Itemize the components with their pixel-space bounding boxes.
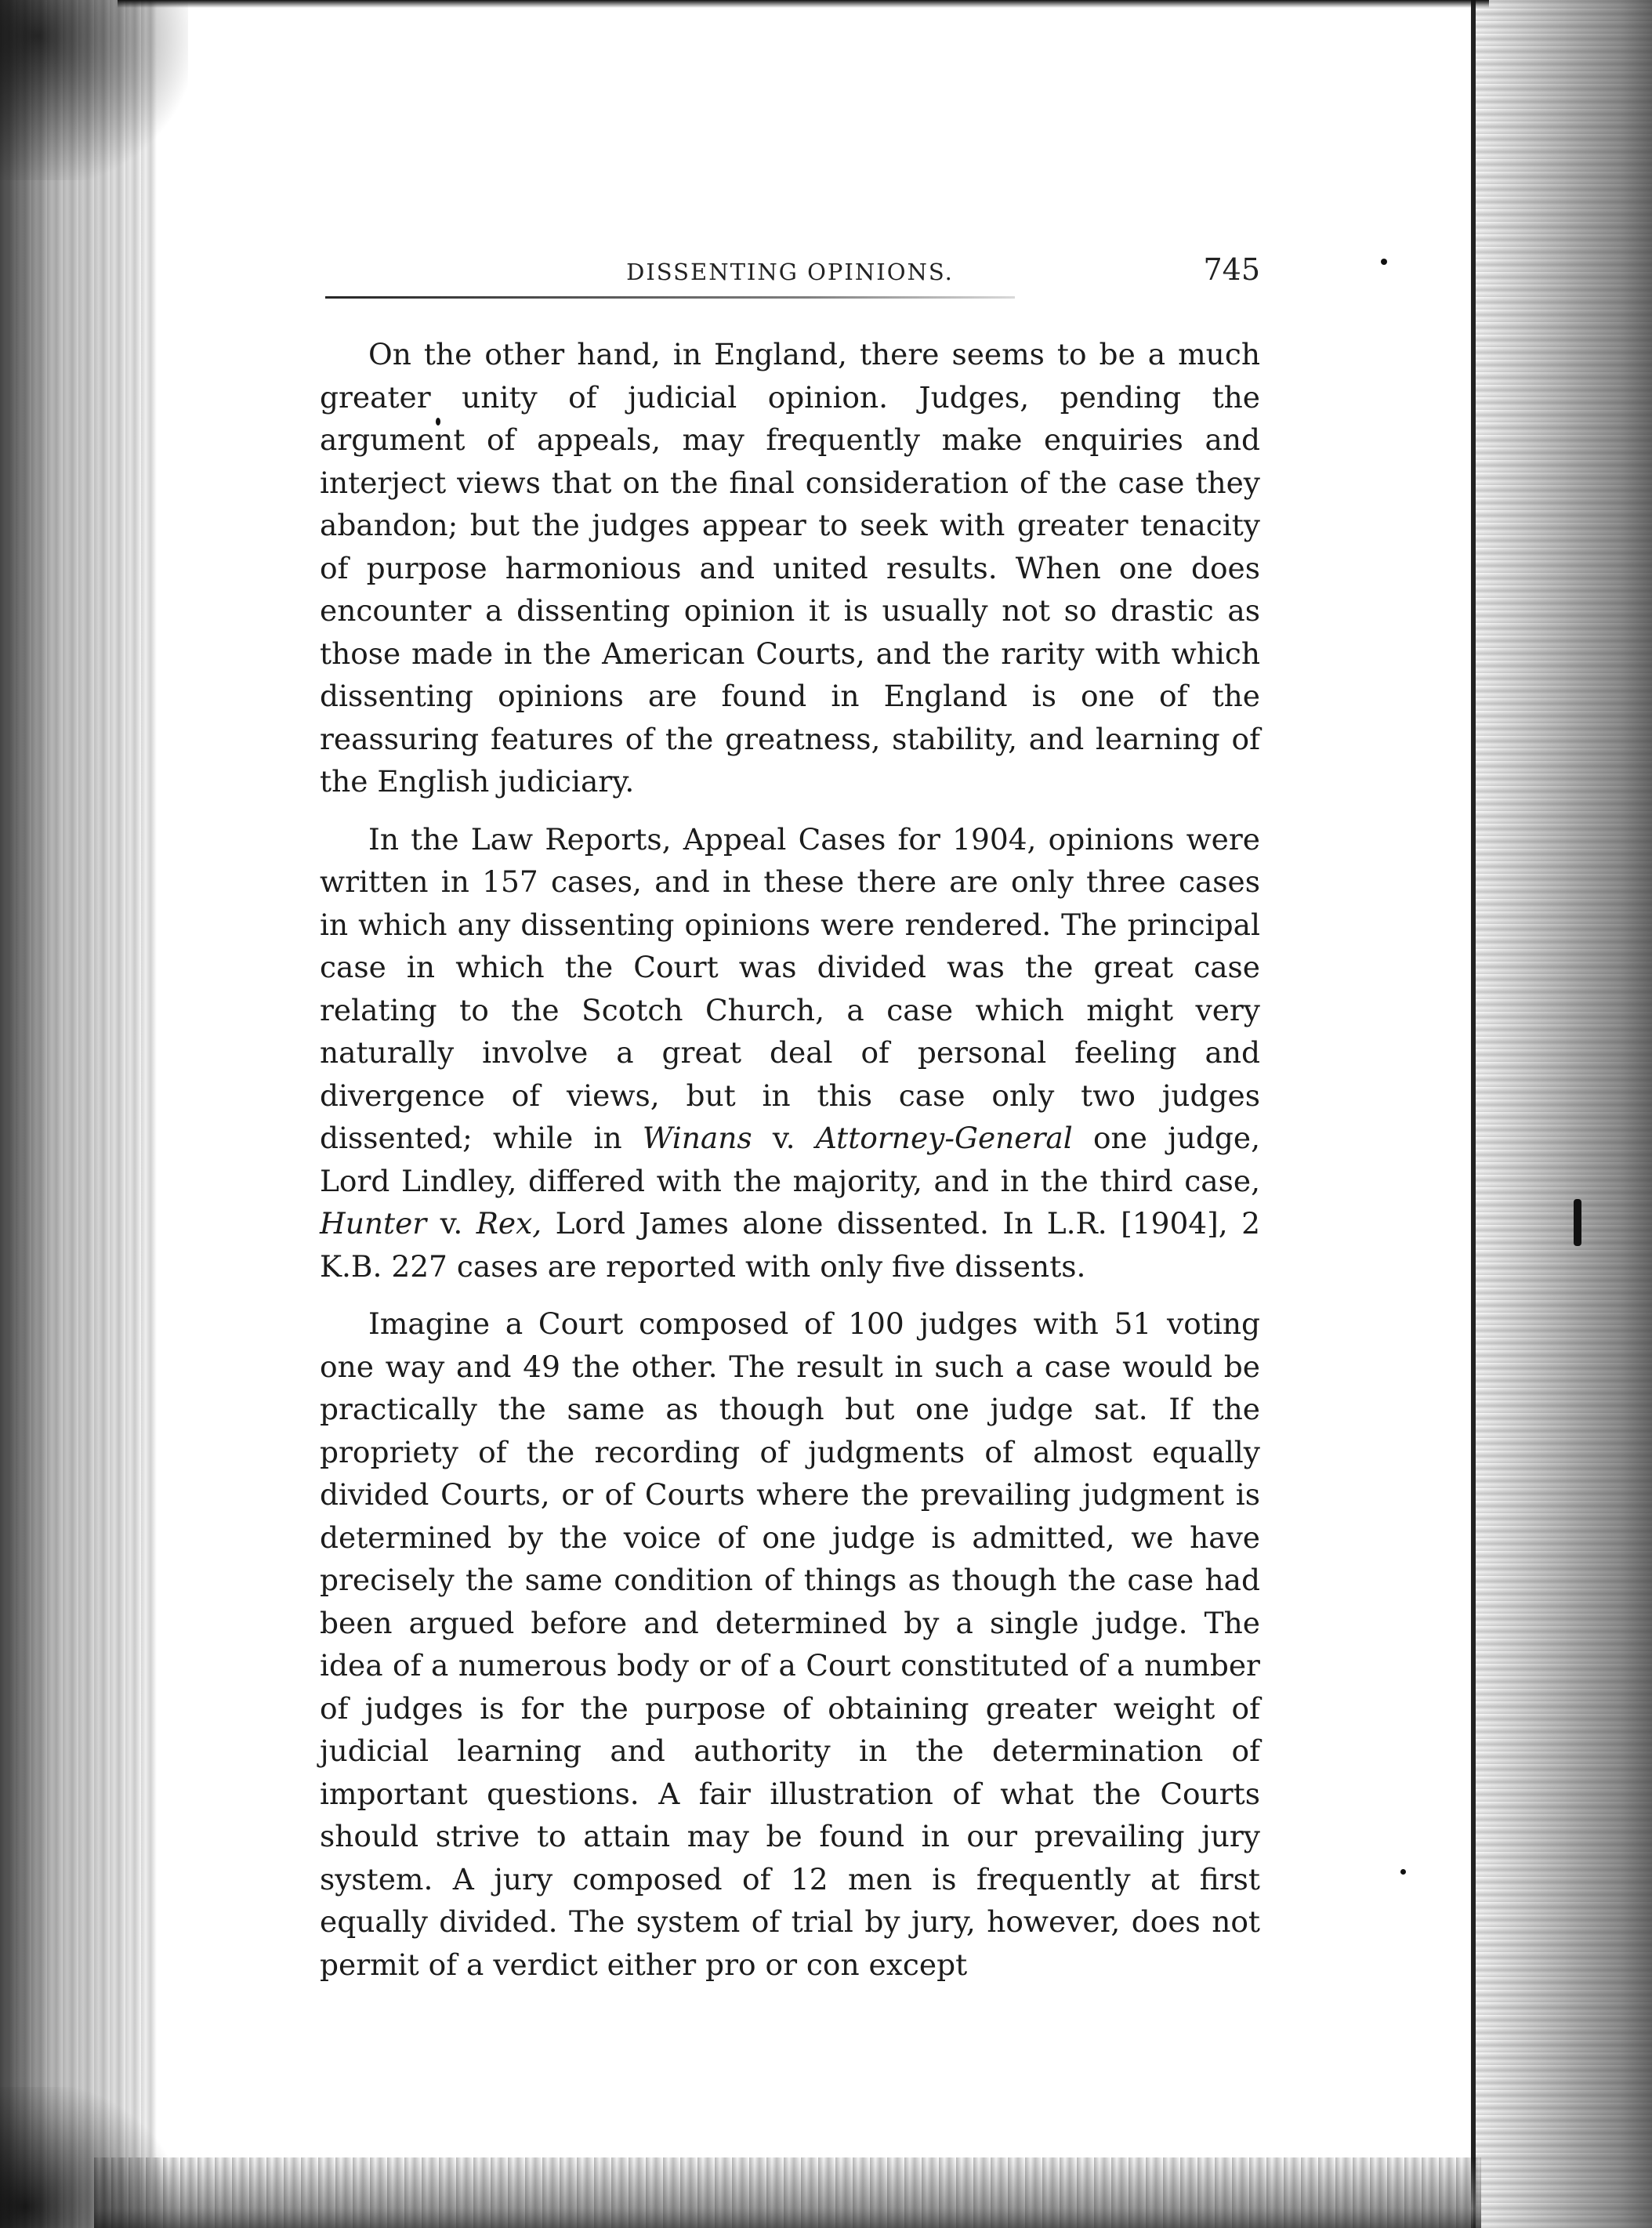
scan-left-edge — [0, 0, 157, 2228]
scan-corner-shadow — [0, 0, 188, 180]
paragraph-text: On the other hand, in England, there seems to be a much greater unity of judicial opinion. Judges, pending the argument of appeals, may frequently make enquiries and interject views that on the final consideration of the case they abandon; but the judges appear to seek with greater tenacity of purpose harmonious and united results. When one does encounter a dissenting opinion it is usually not so drastic as those made in the American Courts, and the rarity with which dissenting opinions are found in England is one of the reassuring features of the greatness, stability, and learning of the English judiciary. — [320, 337, 1260, 799]
paragraph-text: In the Law Reports, Appeal Cases for 1904, opinions were written in 157 cases, and in these there are only three cases in which any dissenting opinions were rendered. The principal case in which the Court was divided was the great case relating to the Scotch Church, a case which might very naturally involve a great deal of personal feeling and divergence of views, but in this case only two judges dissented; while in — [320, 821, 1260, 1155]
paragraph-text: Imagine a Court composed of 100 judges with 51 voting one way and 49 the other. The result in such a case would be practically the same as though but one judge sat. If the propriety of the recording of judgments of almost equally divided Courts, or of Courts where the prevailing judgment is determined by the voice of one judge is admitted, we have precisely the same condition of things as though the case had been argued before and determined by a single judge. The idea of a numerous body or of a Court constituted of a number of judges is for the purpose of obtaining greater weight of judicial learning and authority in the determination of important questions. A fair illustration of what the Courts should strive to attain may be found in our prevailing jury system. A jury composed of 12 men is frequently at first equally divided. The system of trial by jury, however, does not permit of a verdict either pro or con except — [320, 1306, 1260, 1982]
scan-page-border — [1471, 0, 1476, 2228]
paragraph-text: one judge, Lord Lindley, differed with the majority, and in the third case, — [320, 1121, 1260, 1198]
running-head: DISSENTING OPINIONS. — [626, 259, 954, 285]
paragraph-text: v. — [426, 1206, 476, 1241]
page-number: 745 — [1203, 252, 1260, 287]
paragraph-text: v. — [752, 1121, 816, 1155]
scan-top-edge — [118, 0, 1489, 8]
scan-speck — [1400, 1869, 1406, 1875]
paragraph — [320, 818, 1260, 1288]
scan-speck — [1574, 1199, 1581, 1246]
header-rule — [325, 296, 1015, 299]
paragraph — [320, 333, 1260, 803]
case-name-italic: Rex, — [476, 1206, 542, 1241]
paragraph — [320, 1302, 1260, 1986]
scan-corner-shadow — [0, 2087, 172, 2228]
body-text — [320, 333, 1260, 1986]
case-name-italic: Attorney-General — [815, 1121, 1073, 1155]
scan-bottom-edge — [94, 2157, 1481, 2228]
scan-speck — [1381, 259, 1387, 265]
case-name-italic: Winans — [642, 1121, 752, 1155]
paragraph-text: Lord James alone dissented. In L.R. [1904], 2 K.B. 227 cases are reported with only five dissents. — [320, 1206, 1260, 1284]
scan-right-edge — [1472, 0, 1652, 2228]
page-header — [320, 252, 1260, 299]
case-name-italic: Hunter — [320, 1206, 427, 1241]
